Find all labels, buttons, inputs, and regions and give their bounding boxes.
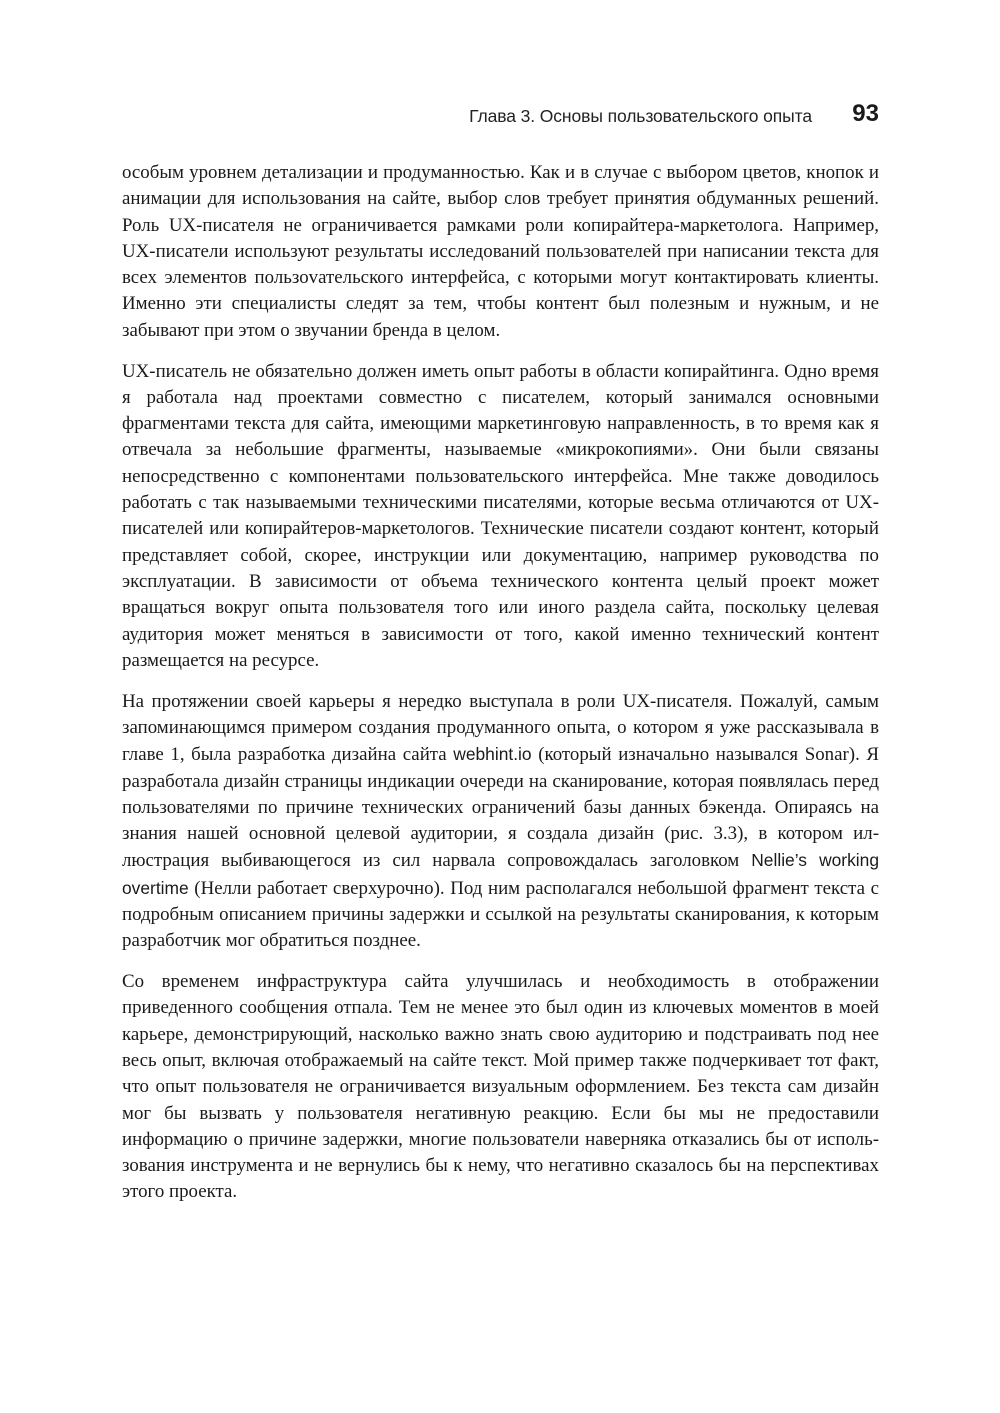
chapter-title: Глава 3. Основы пользовательского опыта (469, 106, 812, 126)
paragraph-3-text-b: (который изначально назывался Sonar). Я разработала дизайн страницы индикации очереди на сканирование, которая появлялась перед пользователями по причине технических ограничений базы данных бэкенда. Опираясь на знания нашей основной целевой аудитории, я создала дизайн (рис. 3.3), в котором иллюстрация выбивающегося из сил нарвала сопровождалась заголовком (122, 744, 879, 872)
heading-nellies-working-overtime: Nellie’s working overtime (122, 850, 879, 898)
paragraph-2: UX-писатель не обязательно должен иметь опыт работы в области копирайтинга. Одно время я работала над проектами совместно с писателем, который занимался основными фрагментами текста для сайта, имеющими маркетинговую направленность, в то время как я отвечала за небольшие фрагменты, называемые «микрокопиями». Они были связаны непосредственно с компонентами пользовательского интерфейса. Мне также доводилось работать с так называемыми техническими писателями, которые весьма отличаются от UX-писателей или копирайтеров-маркетологов. Технические писатели создают контент, который представляет собой, скорее, инструкции или документацию, например руководства по эксплуатации. В зависимости от объема технического контента целый проект может вращаться вокруг опыта пользователя того или иного раздела сайта, поскольку целевая аудитория может меняться в зависимости от того, какой именно технический контент размещается на ресурсе. (122, 360, 879, 671)
paragraph-4: Со временем инфраструктура сайта улучшилась и необходимость в отображении приведенного сообщения отпала. Тем не менее это был один из ключевых моментов в моей карьере, демонстрирующий, насколько важно знать свою аудиторию и подстраивать под нее весь опыт, включая отображаемый на сайте текст. Мой пример также подчеркивает тот факт, что опыт пользователя не ограничивается визуальным оформлением. Без текста сам дизайн мог бы вызвать у пользователя негативную реакцию. Если бы мы не предоставили информацию о причине задержки, многие пользователи наверняка отказались бы от использования инструмента и не вернулись бы к нему, что негативно сказалось бы на перспективах этого проекта. (122, 971, 879, 1203)
paragraph-3-text-c: (Нелли работает сверхурочно). Под ним располагался небольшой фрагмент текста с подробным описанием причины задержки и ссылкой на результаты сканирования, к которым разработчик мог обратиться позднее. (122, 877, 879, 952)
site-name-webhint: webhint.io (453, 744, 532, 765)
paragraph-1: особым уровнем детализации и продуманностью. Как и в случае с выбором цветов, кнопок и анимации для использования на сайте, выбор слов требует принятия обдуманных решений. Роль UX-писателя не ограничивается рамками роли копирайтера-маркетолога. Например, UX-писатели используют результаты исследований пользователей при написании текста для всех элементов пользоvательского интерфейса, с которыми могут контактировать клиенты. Именно эти специалисты следят за тем, чтобы контент был полезным и нужным, и не забывают при этом о звучании бренда в целом. (122, 162, 879, 341)
running-head (122, 100, 879, 132)
page-number: 93 (852, 100, 879, 127)
paragraph-3 (122, 689, 879, 955)
paragraph-3-text-a: На протяжении своей карьеры я нередко выступала в роли UX-писателя. Пожалуй, самым запоминающимся примером создания продуманного опыта, о котором я уже рассказывала в главе 1, была разработка дизайна сайта (122, 690, 879, 766)
body-text (122, 160, 879, 1220)
